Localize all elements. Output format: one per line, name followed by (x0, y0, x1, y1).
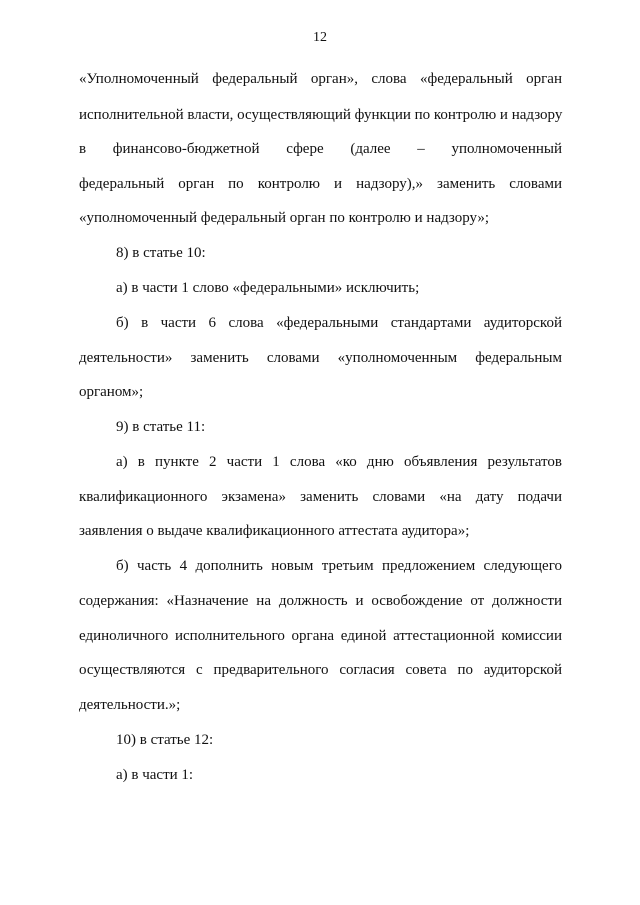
text-line-2: исполнительной власти, осуществляющий функции по контролю и надзору (79, 107, 563, 123)
text-line-3: в финансово-бюджетной сфере (далее – уполномоченный (79, 141, 562, 157)
text-line-20: 10) в статье 12: (116, 732, 214, 748)
text-line-19: деятельности.»; (79, 697, 181, 713)
page-number: 12 (313, 30, 327, 45)
text-line-8: б) в части 6 слова «федеральными стандартами аудиторской (116, 315, 562, 331)
item-marker: а) в части 1 слово «федеральными» исключить; (116, 280, 420, 296)
text-line-17: единоличного исполнительного органа единой аттестационной комиссии (79, 628, 562, 644)
text-line-16: содержания: «Назначение на должность и освобождение от должности (79, 593, 562, 609)
text-line-14: заявления о выдаче квалификационного аттестата аудитора»; (79, 523, 470, 539)
text-line-5: «уполномоченный федеральный орган по контролю и надзору»; (79, 210, 490, 226)
text-line-11: 9) в статье 11: (116, 419, 206, 435)
text-line-9: деятельности» заменить словами «уполномоченным федеральным (79, 350, 562, 366)
text-line-15: б) часть 4 дополнить новым третьим предложением следующего (116, 558, 562, 574)
text-line-18: осуществляются с предварительного согласия совета по аудиторской (79, 662, 562, 678)
text-line-7 (116, 279, 419, 297)
text-line-13: квалификационного экзамена» заменить словами «на дату подачи (79, 489, 562, 505)
text-line-21: а) в части 1: (116, 767, 194, 783)
text-line-12: а) в пункте 2 части 1 слова «ко дню объявления результатов (116, 454, 562, 470)
text-line-6: 8) в статье 10: (116, 245, 206, 261)
text-line-10: органом»; (79, 384, 144, 400)
text-line-4: федеральный орган по контролю и надзору),» заменить словами (79, 176, 562, 192)
text-line-1: «Уполномоченный федеральный орган», слова «федеральный орган (79, 71, 562, 87)
